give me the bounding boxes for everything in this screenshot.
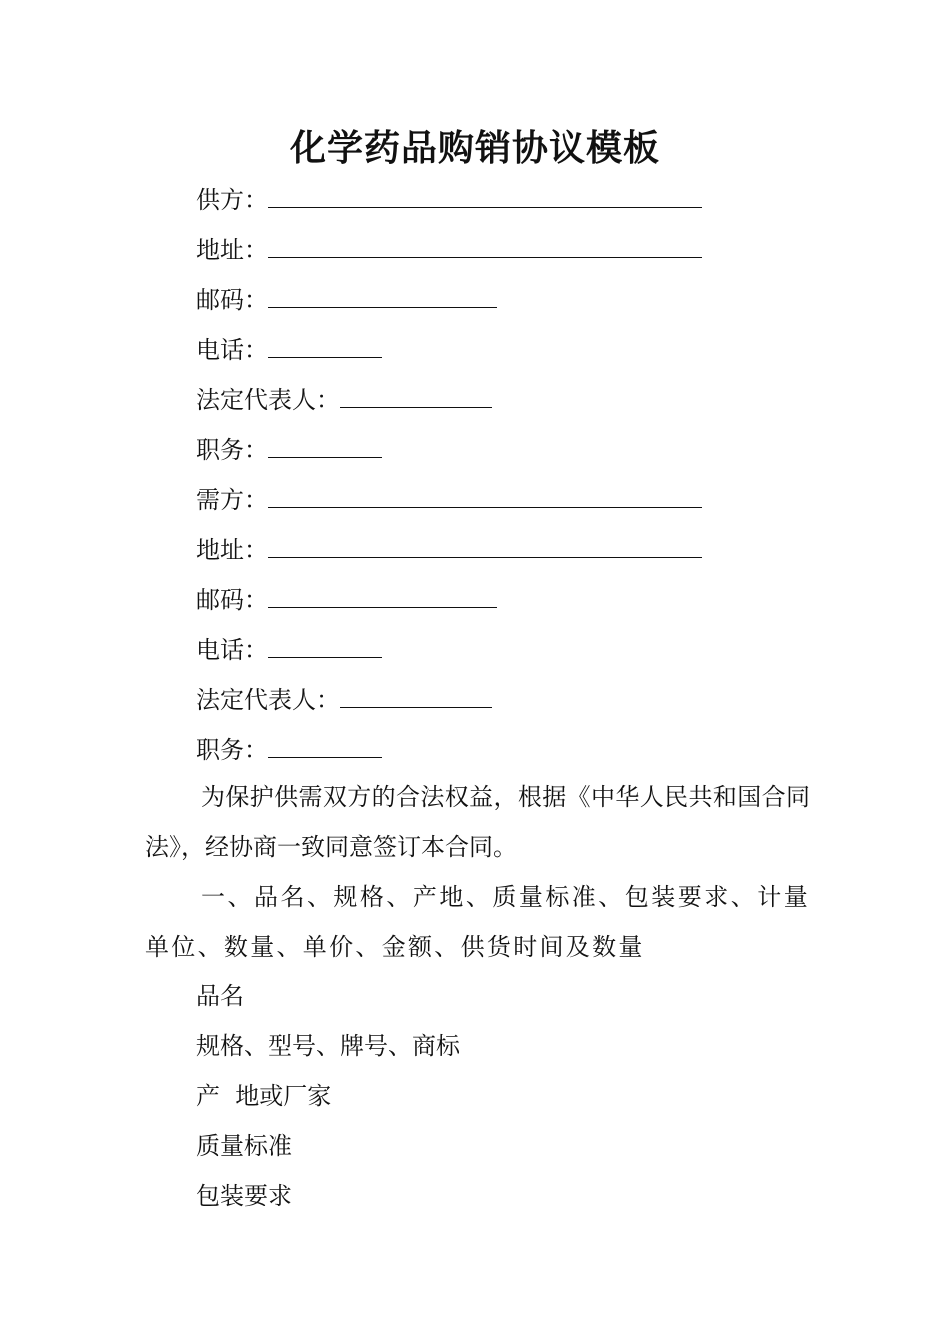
- supplier-postcode-label: 邮码：: [196, 286, 268, 314]
- supplier-position-label: 职务：: [196, 436, 268, 464]
- buyer-phone-label: 电话：: [196, 636, 268, 664]
- document-title: 化学药品购销协议模板: [289, 128, 660, 169]
- buyer-address-line: [196, 533, 702, 567]
- buyer-postcode-blank[interactable]: [268, 585, 497, 608]
- supplier-name-line: [196, 183, 702, 217]
- item-product-name: 品名: [196, 982, 244, 1010]
- buyer-name-blank[interactable]: [268, 485, 702, 508]
- supplier-position-line: [196, 433, 382, 467]
- item-specification: 规格、型号、牌号、商标: [196, 1032, 460, 1060]
- buyer-representative-blank[interactable]: [340, 685, 492, 708]
- supplier-position-blank[interactable]: [268, 435, 382, 458]
- supplier-phone-blank[interactable]: [268, 335, 382, 358]
- supplier-address-label: 地址：: [196, 236, 268, 264]
- item-packaging: 包装要求: [196, 1182, 292, 1210]
- item-origin: 产 地或厂家: [196, 1082, 332, 1110]
- section-one-heading: 一、品名、规格、产地、质量标准、包装要求、计量单位、数量、单价、金额、供货时间及数量: [145, 883, 810, 961]
- buyer-position-line: [196, 733, 382, 767]
- intro-paragraph: 为保护供需双方的合法权益，根据《中华人民共和国合同法》，经协商一致同意签订本合同。: [145, 783, 810, 861]
- item-quality-standard: 质量标准: [196, 1132, 292, 1160]
- buyer-name-label: 需方：: [196, 486, 268, 514]
- buyer-name-line: [196, 483, 702, 517]
- buyer-position-blank[interactable]: [268, 735, 382, 758]
- supplier-address-blank[interactable]: [268, 235, 702, 258]
- buyer-representative-line: [196, 683, 492, 717]
- buyer-address-label: 地址：: [196, 536, 268, 564]
- buyer-position-label: 职务：: [196, 736, 268, 764]
- supplier-postcode-line: [196, 283, 497, 317]
- supplier-name-blank[interactable]: [268, 185, 702, 208]
- supplier-phone-label: 电话：: [196, 336, 268, 364]
- buyer-phone-blank[interactable]: [268, 635, 382, 658]
- supplier-postcode-blank[interactable]: [268, 285, 497, 308]
- buyer-postcode-line: [196, 583, 497, 617]
- buyer-phone-line: [196, 633, 382, 667]
- supplier-representative-label: 法定代表人：: [196, 386, 340, 414]
- supplier-representative-line: [196, 383, 492, 417]
- supplier-phone-line: [196, 333, 382, 367]
- supplier-name-label: 供方：: [196, 186, 268, 214]
- buyer-address-blank[interactable]: [268, 535, 702, 558]
- supplier-representative-blank[interactable]: [340, 385, 492, 408]
- buyer-postcode-label: 邮码：: [196, 586, 268, 614]
- supplier-address-line: [196, 233, 702, 267]
- buyer-representative-label: 法定代表人：: [196, 686, 340, 714]
